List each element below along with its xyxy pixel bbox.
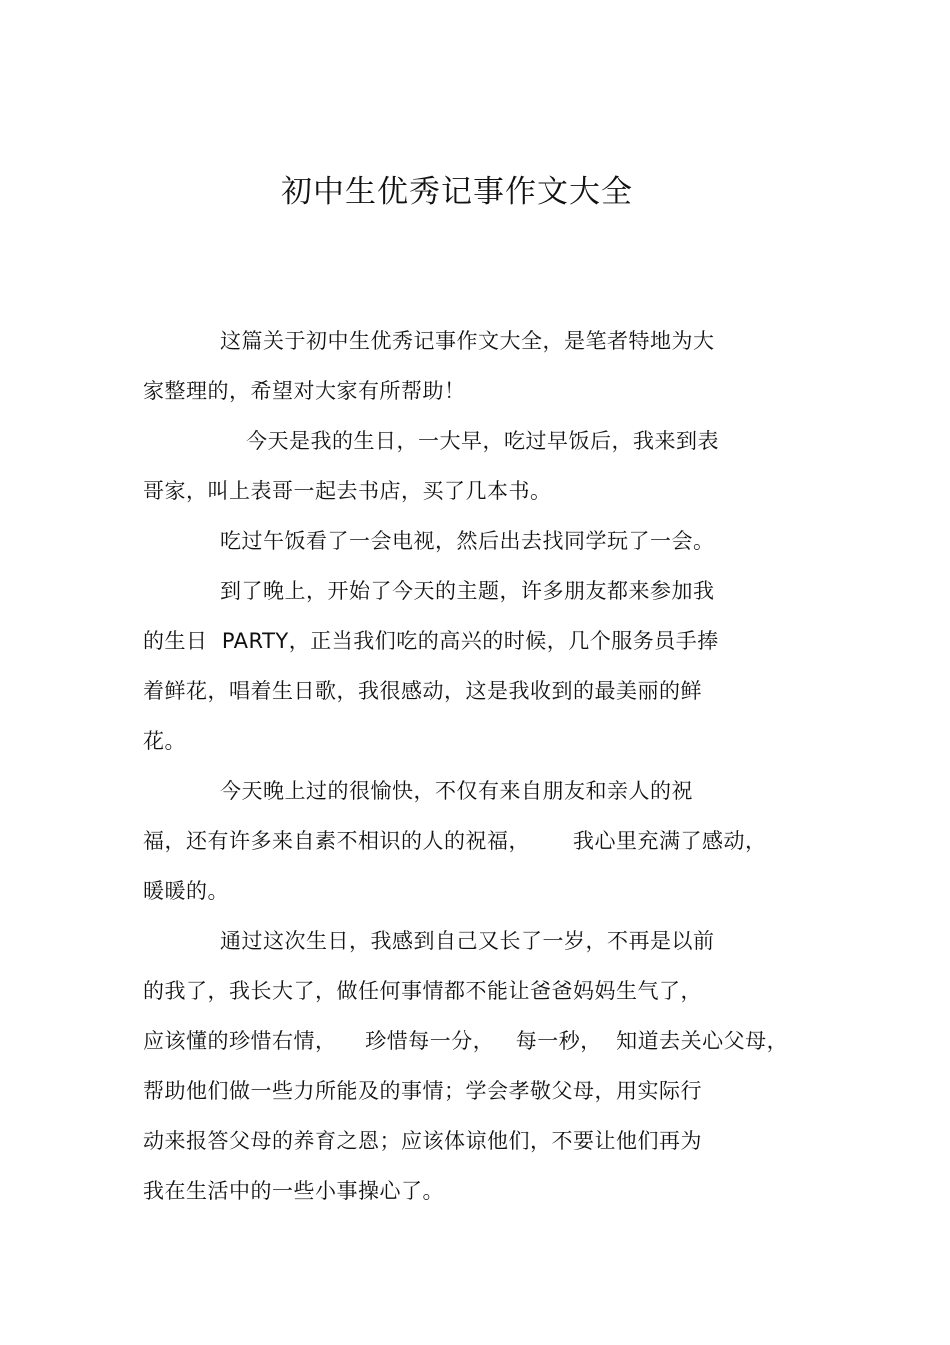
text-line: 哥家，叫上表哥一起去书店，买了几本书。 [143, 479, 552, 503]
text-line: 福，还有许多来自素不相识的人的祝福， 我心里充满了感动， [143, 829, 767, 853]
document-title: 初中生优秀记事作文大全 [281, 174, 633, 210]
text-line: 暖暖的。 [143, 879, 229, 903]
text-line: 应该懂的珍惜右情， 珍惜每一分， 每一秒， 知道去关心父母， [143, 1029, 789, 1053]
text-line: 的我了，我长大了，做任何事情都不能让爸爸妈妈生气了， [143, 979, 702, 1003]
text-line: 家整理的，希望对大家有所帮助！ [143, 379, 466, 403]
text-line: 吃过午饭看了一会电视，然后出去找同学玩了一会。 [220, 529, 715, 553]
text-line: 今天晚上过的很愉快，不仅有来自朋友和亲人的祝 [220, 779, 693, 803]
text-line: 花。 [143, 729, 186, 753]
text-line: 通过这次生日，我感到自己又长了一岁，不再是以前 [220, 929, 715, 953]
text-line: 今天是我的生日，一大早，吃过早饭后，我来到表 [246, 429, 719, 453]
text-line: 这篇关于初中生优秀记事作文大全，是笔者特地为大 [220, 329, 715, 353]
text-line: 着鲜花，唱着生日歌，我很感动，这是我收到的最美丽的鲜 [143, 679, 702, 703]
text-line: 到了晚上，开始了今天的主题，许多朋友都来参加我 [220, 579, 715, 603]
text-line: 帮助他们做一些力所能及的事情；学会孝敬父母，用实际行 [143, 1079, 702, 1103]
text-line: 动来报答父母的养育之恩；应该体谅他们，不要让他们再为 [143, 1129, 702, 1153]
text-line: 我在生活中的一些小事操心了。 [143, 1179, 444, 1203]
text-line: 的生日 PARTY，正当我们吃的高兴的时候，几个服务员手捧 [143, 629, 719, 653]
